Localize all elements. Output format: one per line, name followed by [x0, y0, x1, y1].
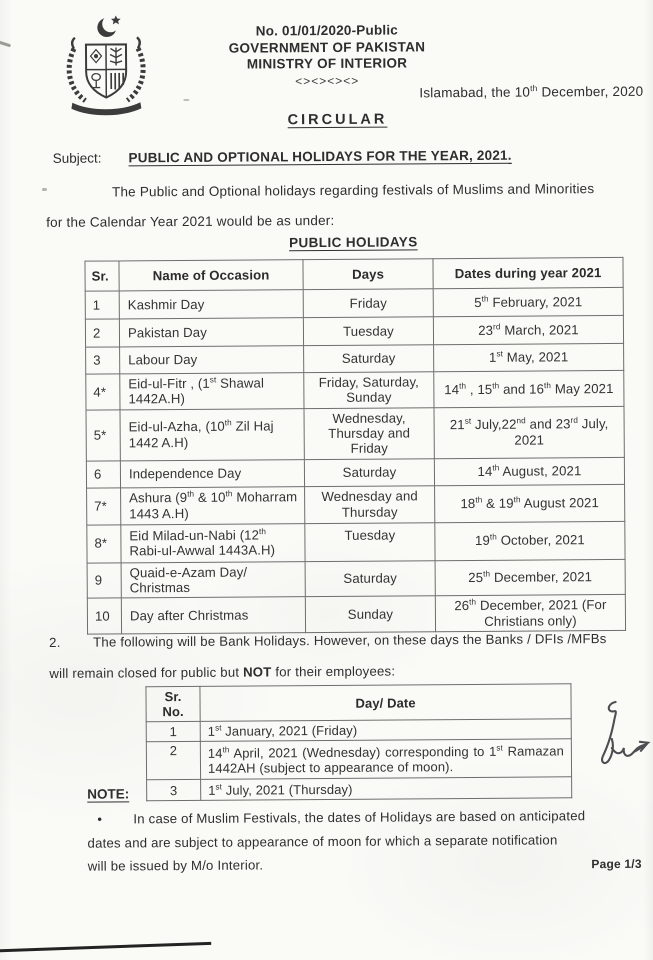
cell-dates: 5th February, 2021 [433, 287, 623, 316]
public-holidays-title [53, 232, 653, 254]
cell-days: Tuesday [303, 317, 433, 346]
cell-name: Ashura (9th & 10th Moharram 1443 A.H) [121, 486, 305, 524]
paragraph-number: 2. [49, 634, 61, 650]
paragraph-text-end: for their employees: [271, 663, 396, 680]
cell-name: Eid-ul-Fitr , (1st Shawal 1442A.H) [120, 373, 304, 410]
table-row [86, 343, 624, 374]
cell-dates: 26th December, 2021 (For Christians only) [435, 595, 625, 632]
table-row [87, 559, 625, 598]
header-days: Days [303, 259, 433, 290]
subject-label: Subject: [52, 150, 102, 166]
cell-sr: 8* [87, 524, 121, 562]
cell-sr: 3 [147, 780, 201, 801]
cell-days: Tuesday [305, 522, 435, 561]
doc-type-heading [27, 109, 647, 131]
cell-days: Saturday [304, 345, 434, 373]
government-title: GOVERNMENT OF PAKISTAN [228, 38, 426, 56]
subject-line [53, 147, 643, 166]
cell-days: Sunday [305, 596, 435, 633]
cell-sr: 2 [85, 319, 119, 347]
header-sr: Sr. [85, 261, 119, 291]
table-header-row [85, 257, 623, 291]
bank-holidays-table [145, 683, 572, 801]
cell-dates: 18th & 19th August 2021 [435, 484, 625, 522]
note-heading: NOTE: [87, 786, 130, 802]
cell-name: Independence Day [120, 459, 304, 487]
cell-sr: 1 [146, 722, 200, 742]
paragraph-bold-word: NOT [243, 664, 272, 680]
bank-holidays-paragraph [49, 623, 649, 689]
cell-name: Eid-ul-Azha, (10th Zil Haj 1442 A.H) [120, 408, 304, 460]
table-row [86, 457, 624, 488]
scan-speck [183, 99, 189, 101]
cell-days: Saturday [304, 458, 434, 486]
cell-dates: 14th August, 2021 [434, 457, 624, 485]
cell-day-date: 1st July, 2021 (Thursday) [201, 777, 572, 801]
ornament-divider: <><><><> [295, 73, 360, 88]
cell-dates: 14th , 15th and 16th May 2021 [434, 370, 624, 407]
page-number: Page 1/3 [591, 856, 642, 872]
paragraph-text: The following will be Bank Holidays. However, on these days the Banks / DFIs /MFBs will remain closed for public but [49, 631, 607, 681]
table-row [85, 287, 623, 319]
scan-speck [42, 188, 47, 191]
cell-name: Pakistan Day [119, 318, 303, 347]
header-name: Name of Occasion [119, 260, 303, 291]
intro-paragraph: The Public and Optional holidays regarding festivals of Muslims and Minorities for the Calendar Year 2021 would be as under: [46, 181, 595, 230]
cell-dates: 1st May, 2021 [434, 343, 624, 371]
letterhead [127, 22, 527, 91]
cell-sr: 10 [87, 598, 121, 634]
cell-sr: 1 [85, 291, 119, 319]
table-row [87, 521, 625, 563]
note-paragraph [87, 804, 642, 878]
cell-sr: 6 [86, 461, 120, 488]
cell-sr: 4* [86, 374, 120, 410]
cell-name: Eid Milad-un-Nabi (12th Rabi-ul-Awwal 1443A.H) [121, 523, 305, 562]
public-holidays-table [84, 257, 626, 635]
cell-days: Saturday [305, 560, 435, 597]
cell-days: Wednesday, Thursday and Friday [304, 407, 434, 459]
cell-dates: 21st July,22nd and 23rd July, 2021 [434, 406, 624, 458]
cell-name: Kashmir Day [119, 290, 303, 319]
table-header-row [146, 684, 571, 722]
cell-sr: 9 [87, 562, 121, 598]
subject-text: PUBLIC AND OPTIONAL HOLIDAYS FOR THE YEAR, 2021. [128, 147, 512, 166]
cell-dates: 23rd March, 2021 [433, 315, 623, 344]
cell-days: Friday [303, 289, 433, 318]
table-row [86, 406, 624, 461]
table-row [87, 484, 625, 525]
cell-name: Day after Christmas [121, 597, 305, 634]
cell-days: Friday, Saturday, Sunday [304, 372, 434, 409]
cell-day-date: 1st January, 2021 (Friday) [200, 719, 571, 742]
circular-label: CIRCULAR [287, 111, 388, 129]
cell-day-date: 14th April, 2021 (Wednesday) corresponding to 1st Ramazan 1442AH (subject to appearance of moon). [200, 739, 571, 780]
bullet-icon: • [97, 811, 103, 827]
table-row [86, 370, 624, 409]
cell-sr: 7* [87, 488, 121, 525]
scan-edge-artifact [0, 942, 211, 952]
handwritten-signature [590, 696, 653, 788]
cell-sr: 3 [86, 347, 120, 374]
public-holidays-title-text: PUBLIC HOLIDAYS [289, 234, 418, 251]
signature-graphic [590, 696, 653, 788]
cell-name: Quaid-e-Azam Day/ Christmas [121, 561, 305, 598]
dateline: Islamabad, the 10th December, 2020 [419, 83, 644, 101]
table-row [146, 739, 571, 780]
table-row [85, 315, 623, 347]
cell-sr: 2 [146, 742, 200, 780]
cell-name: Labour Day [120, 346, 304, 374]
header-sr-no: Sr. No. [146, 686, 200, 722]
table-row [147, 777, 572, 801]
reference-number: No. 01/01/2020-Public [255, 22, 399, 39]
cell-dates: 25th December, 2021 [435, 559, 625, 596]
header-dates: Dates during year 2021 [433, 257, 623, 288]
header-day-date: Day/ Date [200, 684, 571, 722]
note-text: In case of Muslim Festivals, the dates of Holidays are based on anticipated dates and are subject to appearance of moon for which a separate notification will be issued by M/o Interior. [87, 808, 586, 874]
cell-sr: 5* [86, 410, 120, 461]
cell-days: Wednesday and Thursday [305, 485, 435, 523]
cell-dates: 19th October, 2021 [435, 521, 625, 560]
scan-speck [0, 40, 11, 47]
ministry-title: MINISTRY OF INTERIOR [246, 55, 408, 72]
